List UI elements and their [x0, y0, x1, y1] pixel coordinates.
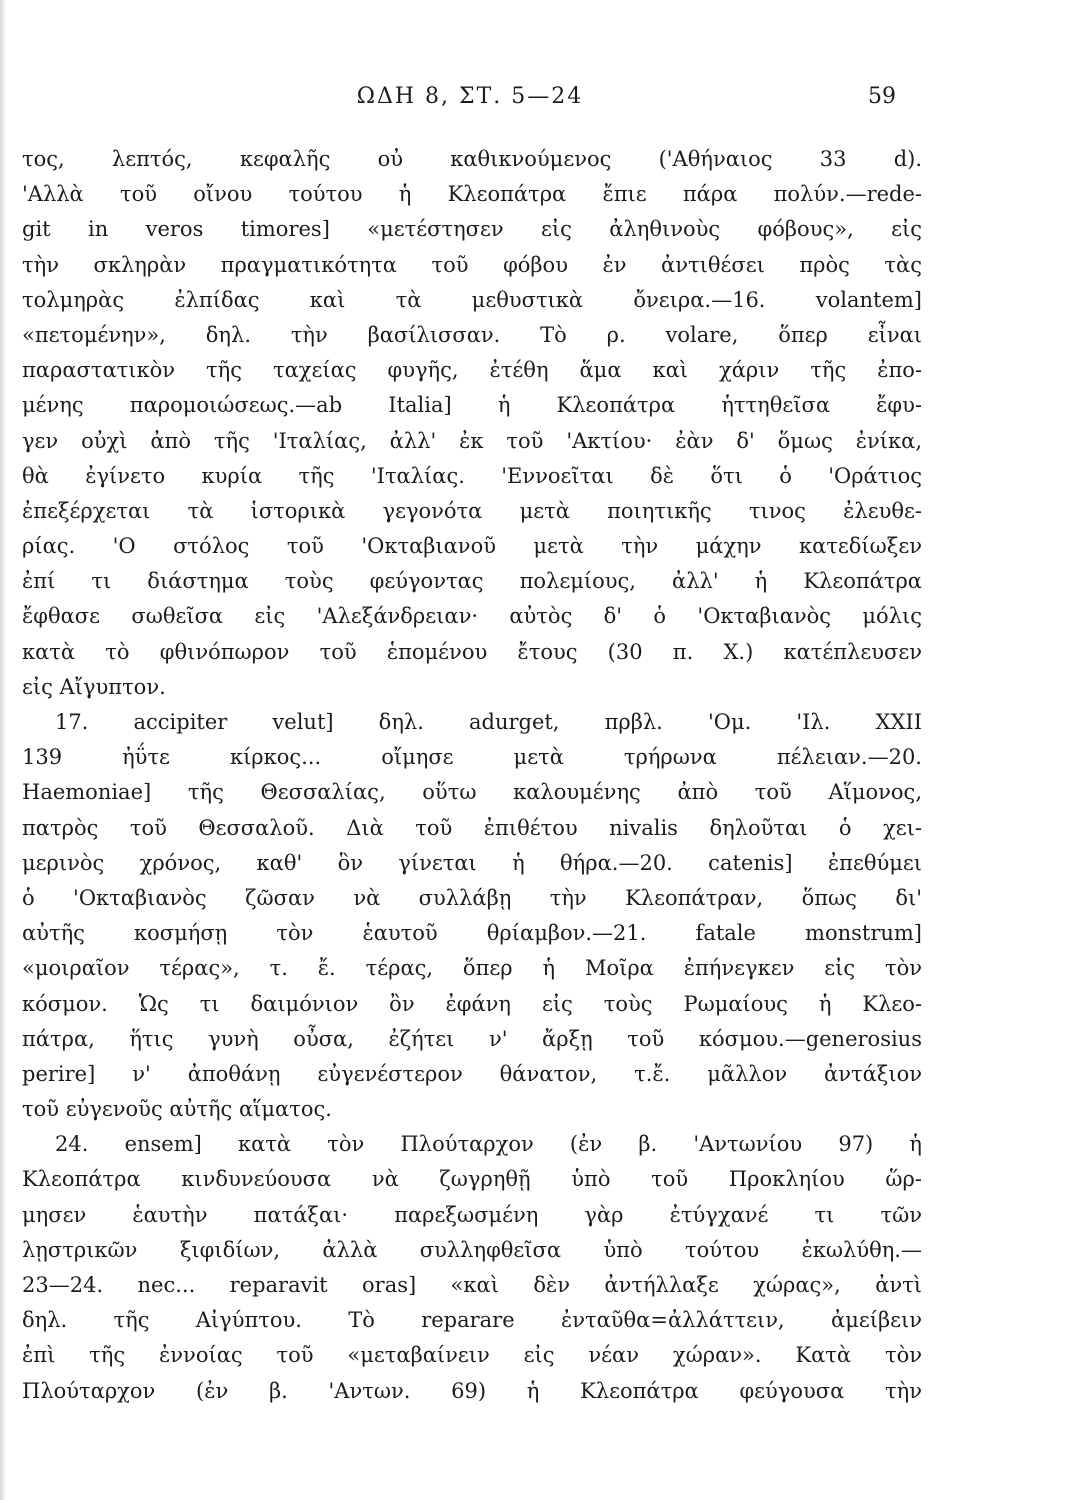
text-line: παραστατικὸν τῆς ταχείας φυγῆς, ἐτέθη ἅμα καὶ χάριν τῆς ἐπο-: [22, 358, 922, 383]
text-line: 23—24. nec... reparavit oras] «καὶ δὲν ἀντήλλαξε χώρας», ἀντὶ: [22, 1273, 922, 1297]
text-line: «πετομένην», δηλ. τὴν βασίλισσαν. Τὸ ρ. volare, ὅπερ εἶναι: [22, 322, 922, 347]
text-line: δηλ. τῆς Αἰγύπτου. Τὸ reparare ἐνταῦθα=ἀλλάττειν, ἀμείβειν: [22, 1308, 922, 1333]
page-number: 59: [868, 84, 896, 109]
text-line: πατρὸς τοῦ Θεσσαλοῦ. Διὰ τοῦ ἐπιθέτου nivalis δηλοῦται ὁ χει-: [22, 815, 922, 840]
text-line: κόσμον. Ὡς τι δαιμόνιον ὂν ἐφάνη εἰς τοὺς Ρωμαίους ἡ Κλεο-: [22, 991, 922, 1016]
text-line: μένης παρομοιώσεως.—ab Italia] ἡ Κλεοπάτρα ἡττηθεῖσα ἔφυ-: [22, 393, 922, 418]
commentary-text: [22, 142, 922, 1409]
text-line: ὁ 'Οκταβιανὸς ζῶσαν νὰ συλλάβῃ τὴν Κλεοπάτραν, ὅπως δι': [22, 885, 922, 910]
text-line: θὰ ἐγίνετο κυρία τῆς 'Ιταλίας. 'Εννοεῖται δὲ ὅτι ὁ 'Οράτιος: [22, 463, 922, 488]
page-header: [0, 84, 1074, 118]
text-line: 139 ἠΰτε κίρκος... οἴμησε μετὰ τρήρωνα πέλειαν.—20.: [22, 745, 922, 770]
text-line: πάτρα, ἥτις γυνὴ οὖσα, ἐζήτει ν' ἄρξῃ τοῦ κόσμου.—generosius: [22, 1026, 922, 1051]
text-line: ἐπὶ τῆς ἐννοίας τοῦ «μεταβαίνειν εἰς νέαν χώραν». Κατὰ τὸν: [22, 1343, 922, 1368]
text-line: γεν οὐχὶ ἀπὸ τῆς 'Ιταλίας, ἀλλ' ἐκ τοῦ 'Ακτίου· ἐὰν δ' ὅμως ἐνίκα,: [22, 428, 922, 453]
text-line: τὴν σκληρὰν πραγματικότητα τοῦ φόβου ἐν ἀντιθέσει πρὸς τὰς: [22, 252, 922, 277]
text-line: αὐτῆς κοσμήσῃ τὸν ἑαυτοῦ θρίαμβον.—21. fatale monstrum]: [22, 921, 922, 946]
text-line: git in veros timores] «μετέστησεν εἰς ἀληθινοὺς φόβους», εἰς: [22, 217, 922, 242]
page-edge-shadow: [0, 0, 6, 1500]
text-line: ρίας. 'Ο στόλος τοῦ 'Οκταβιανοῦ μετὰ τὴν μάχην κατεδίωξεν: [22, 534, 922, 559]
text-line: Haemoniae] τῆς Θεσσαλίας, οὕτω καλουμένης ἀπὸ τοῦ Αἵμονος,: [22, 780, 922, 805]
text-line: κατὰ τὸ φθινόπωρον τοῦ ἑπομένου ἔτους (30 π. Χ.) κατέπλευσεν: [22, 639, 922, 664]
text-line: Κλεοπάτρα κινδυνεύουσα νὰ ζωγρηθῇ ὑπὸ τοῦ Προκληίου ὥρ-: [22, 1167, 922, 1192]
text-line: ἐπί τι διάστημα τοὺς φεύγοντας πολεμίους, ἀλλ' ἡ Κλεοπάτρα: [22, 569, 922, 594]
text-line: εἰς Αἴγυπτον.: [22, 674, 166, 699]
text-line: ἐπεξέρχεται τὰ ἱστορικὰ γεγονότα μετὰ ποιητικῆς τινος ἐλευθε-: [22, 498, 922, 523]
text-line: τοῦ εὐγενοῦς αὐτῆς αἵματος.: [22, 1097, 332, 1122]
text-line: τος, λεπτός, κεφαλῆς οὐ καθικνούμενος ('Αθήναιος 33 d).: [22, 147, 922, 171]
text-line: τολμηρὰς ἐλπίδας καὶ τὰ μεθυστικὰ ὄνειρα.—16. volantem]: [22, 287, 922, 312]
text-line: 17. accipiter velut] δηλ. adurget, πρβλ. 'Ομ. 'Ιλ. XXII: [55, 710, 922, 734]
text-line: ἔφθασε σωθεῖσα εἰς 'Αλεξάνδρειαν· αὐτὸς δ' ὁ 'Οκταβιανὸς μόλις: [22, 604, 922, 629]
text-line: perire] ν' ἀποθάνῃ εὐγενέστερον θάνατον, τ.ἔ. μᾶλλον ἀντάξιον: [22, 1061, 922, 1086]
text-line: μερινὸς χρόνος, καθ' ὃν γίνεται ἡ θήρα.—20. catenis] ἐπεθύμει: [22, 850, 922, 875]
text-line: 24. ensem] κατὰ τὸν Πλούταρχον (ἐν β. 'Αντωνίου 97) ἡ: [55, 1132, 922, 1157]
text-line: 'Αλλὰ τοῦ οἴνου τούτου ἡ Κλεοπάτρα ἔπιε πάρα πολύν.—rede-: [22, 182, 922, 207]
running-title: ΩΔΗ 8, ΣΤ. 5—24: [356, 84, 584, 109]
text-line: Πλούταρχον (ἐν β. 'Αντων. 69) ἡ Κλεοπάτρα φεύγουσα τὴν: [22, 1378, 922, 1403]
text-line: «μοιραῖον τέρας», τ. ἔ. τέρας, ὅπερ ἡ Μοῖρα ἐπήνεγκεν εἰς τὸν: [22, 956, 922, 981]
text-line: λῃστρικῶν ξιφιδίων, ἀλλὰ συλληφθεῖσα ὑπὸ τούτου ἐκωλύθη.—: [22, 1237, 922, 1262]
text-line: μησεν ἑαυτὴν πατάξαι· παρεξωσμένη γὰρ ἐτύγχανέ τι τῶν: [22, 1202, 922, 1227]
